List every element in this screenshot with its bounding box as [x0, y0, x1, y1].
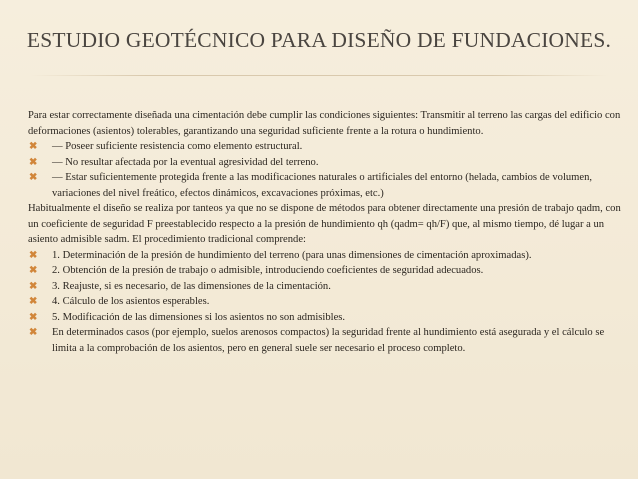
x-bullet-icon: ✖ — [29, 327, 38, 338]
slide-body — [28, 108, 624, 356]
step-text: 2. Obtención de la presión de trabajo o admisible, introduciendo coeficientes de seguridad adecuados. — [52, 265, 484, 276]
condition-text: — Poseer suficiente resistencia como elemento estructural. — [52, 141, 303, 152]
step-item — [28, 263, 624, 279]
x-bullet-icon: ✖ — [29, 265, 38, 276]
step-text: 3. Reajuste, si es necesario, de las dimensiones de la cimentación. — [52, 280, 331, 292]
intro-paragraph: Para estar correctamente diseñada una cimentación debe cumplir las condiciones siguientes: Transmitir al terreno las cargas del edificio con deformaciones (asientos) tolerables, garantizando una seguridad suficiente frente a la rotura o hundimiento. — [28, 110, 621, 137]
title-divider — [30, 75, 608, 76]
x-bullet-icon: ✖ — [29, 311, 38, 323]
x-bullet-icon: ✖ — [29, 141, 38, 152]
step-text: En determinados casos (por ejemplo, suelos arenosos compactos) la seguridad frente al hundimiento está asegurada y el cálculo se limita a la comprobación de los asientos, pero en general suele ser necesario el proceso completo. — [52, 327, 605, 354]
slide-title: ESTUDIO GEOTÉCNICO PARA DISEÑO DE FUNDACIONES. — [26, 28, 612, 52]
step-item — [28, 294, 624, 310]
procedure-paragraph: Habitualmente el diseño se realiza por tanteos ya que no se dispone de métodos para obtener directamente una presión de trabajo qadm, con un coeficiente de seguridad F preestablecido respecto a la presión de hundimiento qh (qadm= qh/F) que, al mismo tiempo, dé lugar a un asiento admisible sadm. El procedimiento tradicional comprende: — [28, 203, 621, 245]
step-item — [28, 279, 624, 295]
step-text: 1. Determinación de la presión de hundimiento del terreno (para unas dimensiones de cimentación aproximadas). — [52, 249, 532, 261]
step-item — [28, 325, 624, 356]
x-bullet-icon: ✖ — [29, 172, 38, 183]
condition-item — [28, 139, 624, 155]
condition-item — [28, 155, 624, 171]
step-text: 5. Modificación de las dimensiones si los asientos no son admisibles. — [52, 311, 346, 323]
step-item — [28, 248, 624, 264]
x-bullet-icon: ✖ — [29, 296, 38, 307]
condition-text: — No resultar afectada por la eventual agresividad del terreno. — [52, 156, 319, 168]
x-bullet-icon: ✖ — [29, 156, 38, 168]
condition-item — [28, 170, 624, 201]
step-text: 4. Cálculo de los asientos esperables. — [52, 296, 210, 307]
x-bullet-icon: ✖ — [29, 280, 38, 292]
condition-text: — Estar suficientemente protegida frente a las modificaciones naturales o artificiales del entorno (helada, cambios de volumen, variaciones del nivel freático, efectos dinámicos, excavaciones próximas, etc.) — [52, 172, 593, 199]
x-bullet-icon: ✖ — [29, 249, 38, 261]
step-item — [28, 310, 624, 326]
